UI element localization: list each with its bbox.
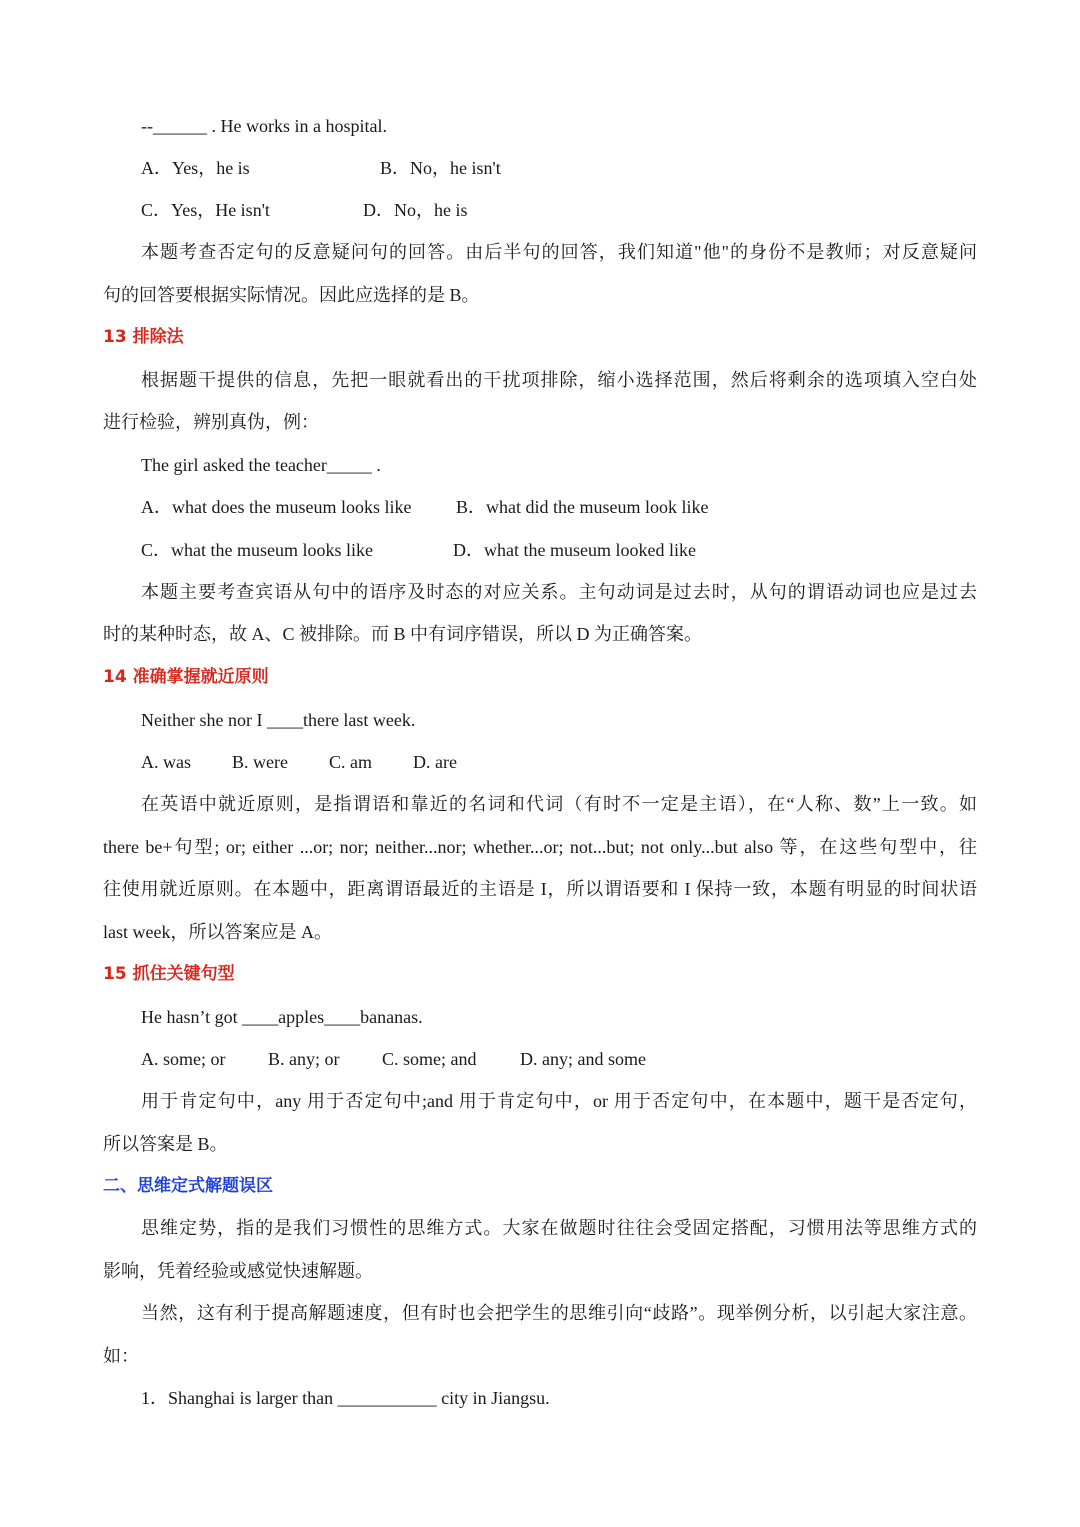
question-stem: He hasn’t got ____apples____bananas. bbox=[141, 1007, 423, 1027]
paragraph-line: 思维定势，指的是我们习惯性的思维方式。大家在做题时往往会受固定搭配，习惯用法等思维方式的 bbox=[141, 1218, 977, 1238]
option-a: A．what does the museum looks like bbox=[141, 497, 412, 517]
explanation-line: 往使用就近原则。在本题中，距离谓语最近的主语是 I，所以谓语要和 I 保持一致，本题有明显的时间状语 bbox=[103, 879, 977, 899]
paragraph-line: 如： bbox=[103, 1346, 139, 1366]
option-d: D．No，he is bbox=[363, 200, 468, 220]
question-stem: --______ . He works in a hospital. bbox=[141, 116, 387, 136]
section-heading: 13 排除法 bbox=[103, 327, 184, 347]
explanation-line: 本题主要考查宾语从句中的语序及时态的对应关系。主句动词是过去时，从句的谓语动词也应是过去 bbox=[141, 582, 977, 602]
paragraph-line: 根据题干提供的信息，先把一眼就看出的干扰项排除，缩小选择范围，然后将剩余的选项填入空白处 bbox=[141, 370, 977, 390]
option-b: B. were bbox=[232, 752, 288, 772]
option-c: C．what the museum looks like bbox=[141, 540, 373, 560]
explanation-line: 句的回答要根据实际情况。因此应选择的是 B。 bbox=[103, 285, 480, 305]
option-b: B．No，he isn't bbox=[380, 158, 501, 178]
option-c: C．Yes，He isn't bbox=[141, 200, 270, 220]
question-stem: 1．Shanghai is larger than ___________ city in Jiangsu. bbox=[141, 1388, 550, 1408]
explanation-line: 所以答案是 B。 bbox=[103, 1134, 228, 1154]
option-b: B. any; or bbox=[268, 1049, 340, 1069]
section-heading: 14 准确掌握就近原则 bbox=[103, 667, 269, 687]
option-d: D．what the museum looked like bbox=[453, 540, 696, 560]
explanation-line: 时的某种时态，故 A、C 被排除。而 B 中有词序错误，所以 D 为正确答案。 bbox=[103, 624, 703, 644]
option-d: D. any; and some bbox=[520, 1049, 646, 1069]
option-c: C. some; and bbox=[382, 1049, 477, 1069]
question-stem: Neither she nor I ____there last week. bbox=[141, 710, 416, 730]
option-d: D. are bbox=[413, 752, 457, 772]
question-stem: The girl asked the teacher_____ . bbox=[141, 455, 381, 475]
paragraph-line: 影响，凭着经验或感觉快速解题。 bbox=[103, 1261, 373, 1281]
part-heading: 二、思维定式解题误区 bbox=[103, 1176, 273, 1196]
option-a: A．Yes，he is bbox=[141, 158, 250, 178]
explanation-line: there be+句型; or; either ...or; nor; neither...nor; whether...or; not...but; not only...but also 等，在这些句型中，往 bbox=[103, 837, 977, 857]
explanation-line: last week，所以答案应是 A。 bbox=[103, 922, 332, 942]
option-a: A. some; or bbox=[141, 1049, 226, 1069]
option-c: C. am bbox=[329, 752, 372, 772]
explanation-line: 用于肯定句中，any 用于否定句中;and 用于肯定句中，or 用于否定句中，在本题中，题干是否定句， bbox=[141, 1091, 977, 1111]
section-heading: 15 抓住关键句型 bbox=[103, 964, 235, 984]
explanation-line: 在英语中就近原则，是指谓语和靠近的名词和代词（有时不一定是主语），在“人称、数”上一致。如 bbox=[141, 794, 977, 814]
explanation-line: 本题考查否定句的反意疑问句的回答。由后半句的回答，我们知道"他"的身份不是教师；对反意疑问 bbox=[141, 242, 977, 262]
paragraph-line: 进行检验，辨别真伪，例： bbox=[103, 412, 319, 432]
option-b: B．what did the museum look like bbox=[456, 497, 709, 517]
paragraph-line: 当然，这有利于提高解题速度，但有时也会把学生的思维引向“歧路”。现举例分析，以引起大家注意。 bbox=[141, 1303, 977, 1323]
option-a: A. was bbox=[141, 752, 191, 772]
